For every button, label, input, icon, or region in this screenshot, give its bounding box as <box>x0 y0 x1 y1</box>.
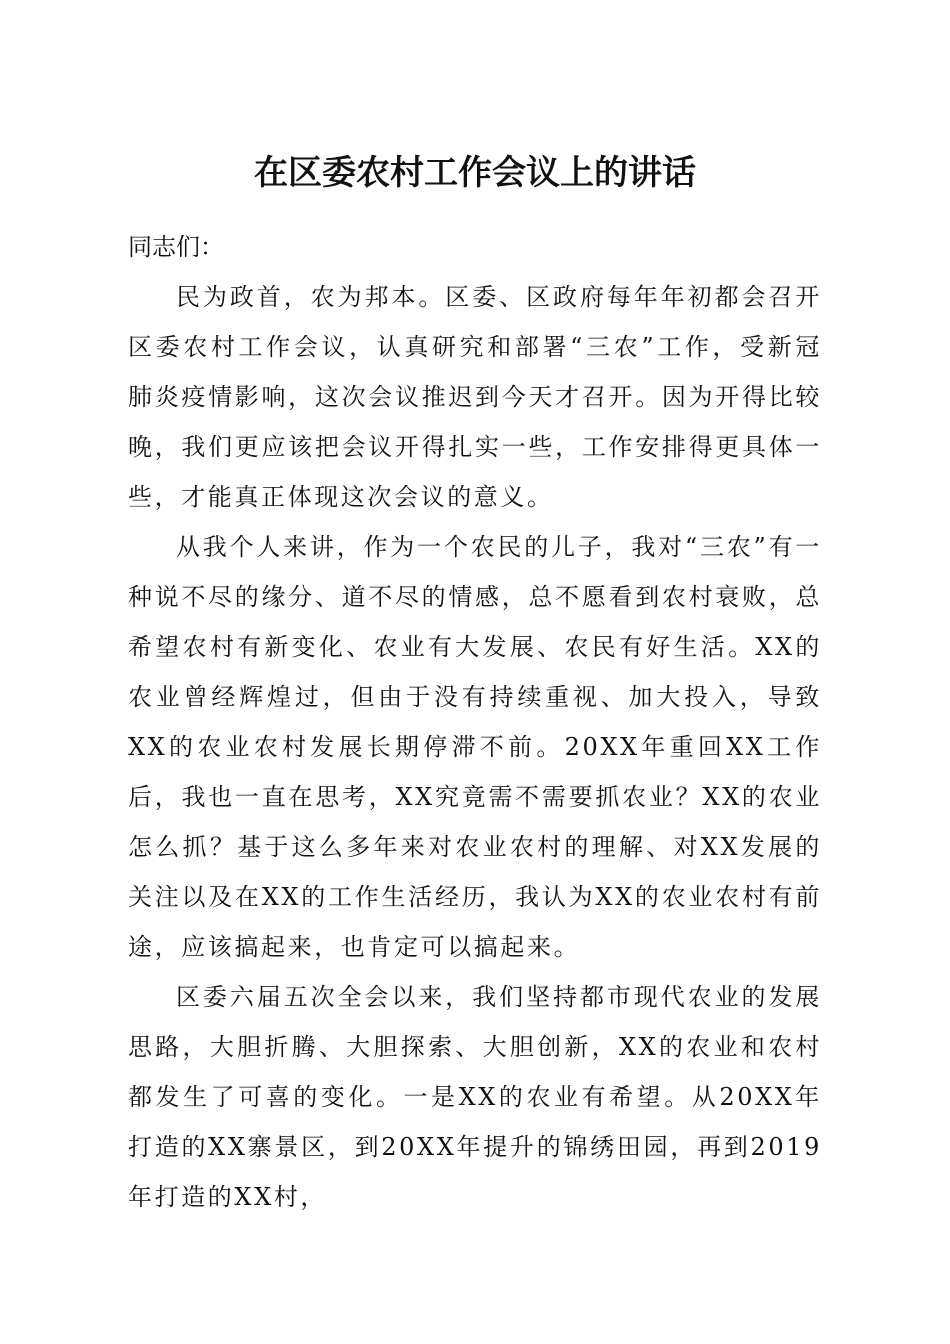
paragraph-2: 从我个人来讲，作为一个农民的儿子，我对“三农”有一种说不尽的缘分、道不尽的情感，总不愿看到农村衰败，总希望农村有新变化、农业有大发展、农民有好生活。XX的农业曾经辉煌过，但由于没有持续重视、加大投入，导致XX的农业农村发展长期停滞不前。20XX年重回XX工作后，我也一直在思考，XX究竟需不需要抓农业？XX的农业怎么抓？基于这么多年来对农业农村的理解、对XX发展的关注以及在XX的工作生活经历，我认为XX的农业农村有前途，应该搞起来，也肯定可以搞起来。 <box>128 533 822 961</box>
paragraph-3: 区委六届五次全会以来，我们坚持都市现代农业的发展思路，大胆折腾、大胆探索、大胆创新，XX的农业和农村都发生了可喜的变化。一是XX的农业有希望。从20XX年打造的XX寨景区，到20XX年提升的锦绣田园，再到2019年打造的XX村， <box>128 983 822 1211</box>
document-title: 在区委农村工作会议上的讲话 <box>254 153 696 193</box>
salutation: 同志们： <box>128 233 224 261</box>
paragraph-1: 民为政首，农为邦本。区委、区政府每年年初都会召开区委农村工作会议，认真研究和部署“三农”工作，受新冠肺炎疫情影响，这次会议推迟到今天才召开。因为开得比较晚，我们更应该把会议开得扎实一些，工作安排得更具体一些，才能真正体现这次会议的意义。 <box>128 283 822 511</box>
document-body <box>128 222 822 1222</box>
